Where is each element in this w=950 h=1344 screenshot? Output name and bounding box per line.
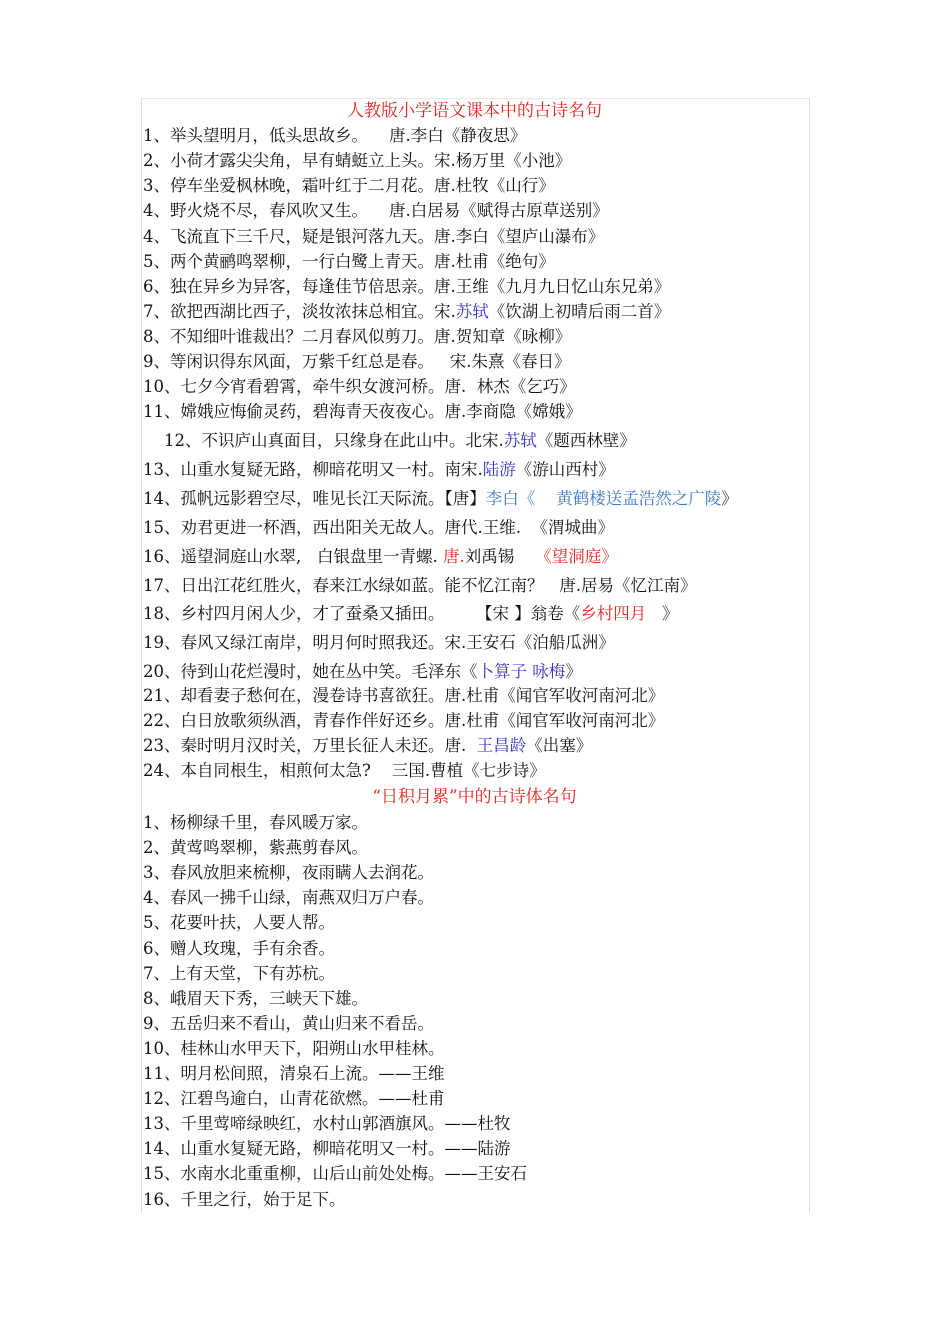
saying-line: 7、上有天堂，下有苏杭。: [143, 963, 335, 983]
poem-line: [143, 517, 614, 539]
section-title: 人教版小学语文课本中的古诗名句: [347, 101, 602, 121]
saying-line: 12、江碧鸟逾白，山青花欲燃。——杜甫: [143, 1089, 445, 1109]
poem-line: [143, 710, 664, 732]
poem-line: [143, 226, 604, 248]
line-text: 8、不知细叶谁裁出？二月春风似剪刀。唐.贺知章《咏柳》: [143, 327, 572, 346]
line-text: 11、嫦娥应悔偷灵药，碧海青天夜夜心。唐.李商隐《嫦娥》: [143, 402, 582, 421]
saying-line: 16、千里之行，始于足下。: [143, 1189, 346, 1209]
poem-line: [143, 376, 576, 398]
poem-line: [143, 575, 696, 597]
saying-line: 8、峨眉天下秀，三峡天下雄。: [143, 988, 368, 1008]
line-text: 5、两个黄鹂鸣翠柳，一行白鹭上青天。唐.杜甫《绝句》: [143, 252, 555, 271]
poem-line: [143, 661, 582, 683]
saying-line: 14、山重水复疑无路，柳暗花明又一村。——陆游: [143, 1139, 511, 1159]
line-text: 16、遥望洞庭山水翠, 白银盘里一青螺.: [143, 547, 443, 566]
line-text: 》: [646, 604, 679, 623]
line-text: 7、欲把西湖比西子，淡妆浓抹总相宜。宋.: [143, 302, 456, 321]
highlighted-text: 苏轼: [455, 302, 489, 321]
saying-line: 6、赠人玫瑰，手有余香。: [143, 938, 335, 958]
line-text: 23、秦时明月汉时关，万里长征人未还。唐.: [143, 736, 477, 755]
saying-line: 4、春风一拂千山绿，南燕双归万户春。: [143, 888, 434, 908]
line-text: 18、乡村四月闲人少，才了蚕桑又插田。 【宋 】翁卷《: [143, 604, 581, 623]
saying-line: 11、明月松间照，清泉石上流。——王维: [143, 1064, 445, 1083]
poem-line: [143, 430, 636, 452]
line-text: 》: [721, 489, 738, 508]
line-text: 24、本自同根生，相煎何太急? 三国.曹植《七步诗》: [143, 761, 546, 780]
saying-line: 2、黄莺鸣翠柳，紫燕剪春风。: [143, 838, 368, 858]
saying-line: 3、春风放胆来梳柳，夜雨瞒人去润花。: [143, 863, 434, 883]
poem-line: [143, 301, 670, 323]
poem-line: [143, 125, 526, 147]
line-text: 3、停车坐爱枫林晚，霜叶红于二月花。唐.杜牧《山行》: [143, 176, 555, 195]
saying-line: 9、五岳归来不看山，黄山归来不看岳。: [143, 1013, 434, 1033]
poem-line: [143, 150, 571, 172]
highlighted-text: 王昌龄: [476, 736, 527, 755]
section-title: “日积月累”中的古诗体名句: [372, 787, 577, 807]
line-text: 15、劝君更进一杯酒，西出阳关无故人。唐代.王维. 《渭城曲》: [143, 518, 614, 537]
line-text: 12、不识庐山真面目，只缘身在此山中。北宋.: [143, 431, 504, 450]
line-text: 19、春风又绿江南岸，明月何时照我还。宋.王安石《泊船瓜洲》: [143, 633, 615, 652]
poem-line: [143, 351, 570, 373]
line-text: 《出塞》: [526, 736, 593, 755]
line-text: 2、小荷才露尖尖角，早有蜻蜓立上头。宋.杨万里《小池》: [143, 151, 572, 170]
saying-line: 5、花要叶扶，人要人帮。: [143, 913, 335, 933]
poem-line: [143, 175, 555, 197]
saying-line: 13、千里莺啼绿映红，水村山郭酒旗风。——杜牧: [143, 1114, 511, 1134]
saying-line: 15、水南水北重重柳，山后山前处处梅。——王安石: [143, 1164, 527, 1184]
line-text: 》: [565, 662, 582, 681]
poem-line: [143, 735, 592, 757]
line-text: 《饮湖上初晴后雨二首》: [488, 302, 671, 321]
highlighted-text: 卜算子 咏梅: [477, 662, 566, 681]
poem-line: [143, 326, 571, 348]
poem-line: [143, 632, 615, 654]
highlighted-text: 李白《 黄鹤楼送孟浩然之广陵: [485, 489, 722, 508]
line-text: 13、山重水复疑无路，柳暗花明又一村。南宋.: [143, 460, 483, 479]
line-text: 22、白日放歌须纵酒，青春作伴好还乡。唐.杜甫《闻官军收河南河北》: [143, 711, 665, 730]
poem-line: [143, 401, 582, 423]
highlighted-text: 乡村四月: [580, 604, 647, 623]
line-text: 刘禹锡: [464, 547, 536, 566]
line-text: 《题西林壁》: [536, 431, 636, 450]
highlighted-text: 苏轼: [503, 431, 537, 450]
poem-line: [143, 459, 615, 481]
poem-line: [143, 603, 678, 625]
poem-line: [143, 685, 664, 707]
line-text: 9、等闲识得东风面，万紫千红总是春。 宋.朱熹《春日》: [143, 352, 571, 371]
poem-line: [143, 200, 609, 222]
highlighted-text: 《望洞庭》: [535, 547, 618, 566]
line-text: 1、举头望明月，低头思故乡。 唐.李白《静夜思》: [143, 126, 527, 145]
poem-line: [143, 251, 555, 273]
poem-line: [143, 546, 618, 568]
line-text: 6、独在异乡为异客，每逢佳节倍思亲。唐.王维《九月九日忆山东兄弟》: [143, 277, 671, 296]
line-text: 21、却看妻子愁何在，漫卷诗书喜欲狂。唐.杜甫《闻官军收河南河北》: [143, 686, 665, 705]
line-text: 17、日出江花红胜火，春来江水绿如蓝。能不忆江南？ 唐.居易《忆江南》: [143, 576, 697, 595]
saying-line: 10、桂林山水甲天下，阳朔山水甲桂林。: [143, 1038, 445, 1058]
line-text: 20、待到山花烂漫时，她在丛中笑。毛泽东《: [143, 662, 478, 681]
saying-line: 1、杨柳绿千里，春风暖万家。: [143, 813, 368, 832]
highlighted-text: 陆游: [482, 460, 516, 479]
line-text: 4、飞流直下三千尺，疑是银河落九天。唐.李白《望庐山瀑布》: [143, 227, 605, 246]
highlighted-text: 唐.: [442, 547, 465, 566]
line-text: 10、七夕今宵看碧霄，牵牛织女渡河桥。唐. 林杰《乞巧》: [143, 377, 576, 396]
poem-line: [143, 488, 738, 510]
poem-line: [143, 276, 670, 298]
line-text: 《游山西村》: [515, 460, 615, 479]
poem-line: [143, 760, 546, 782]
line-text: 4、野火烧不尽，春风吹又生。 唐.白居易《赋得古原草送别》: [143, 201, 609, 220]
line-text: 14、孤帆远影碧空尽，唯见长江天际流。【唐】: [143, 489, 486, 508]
